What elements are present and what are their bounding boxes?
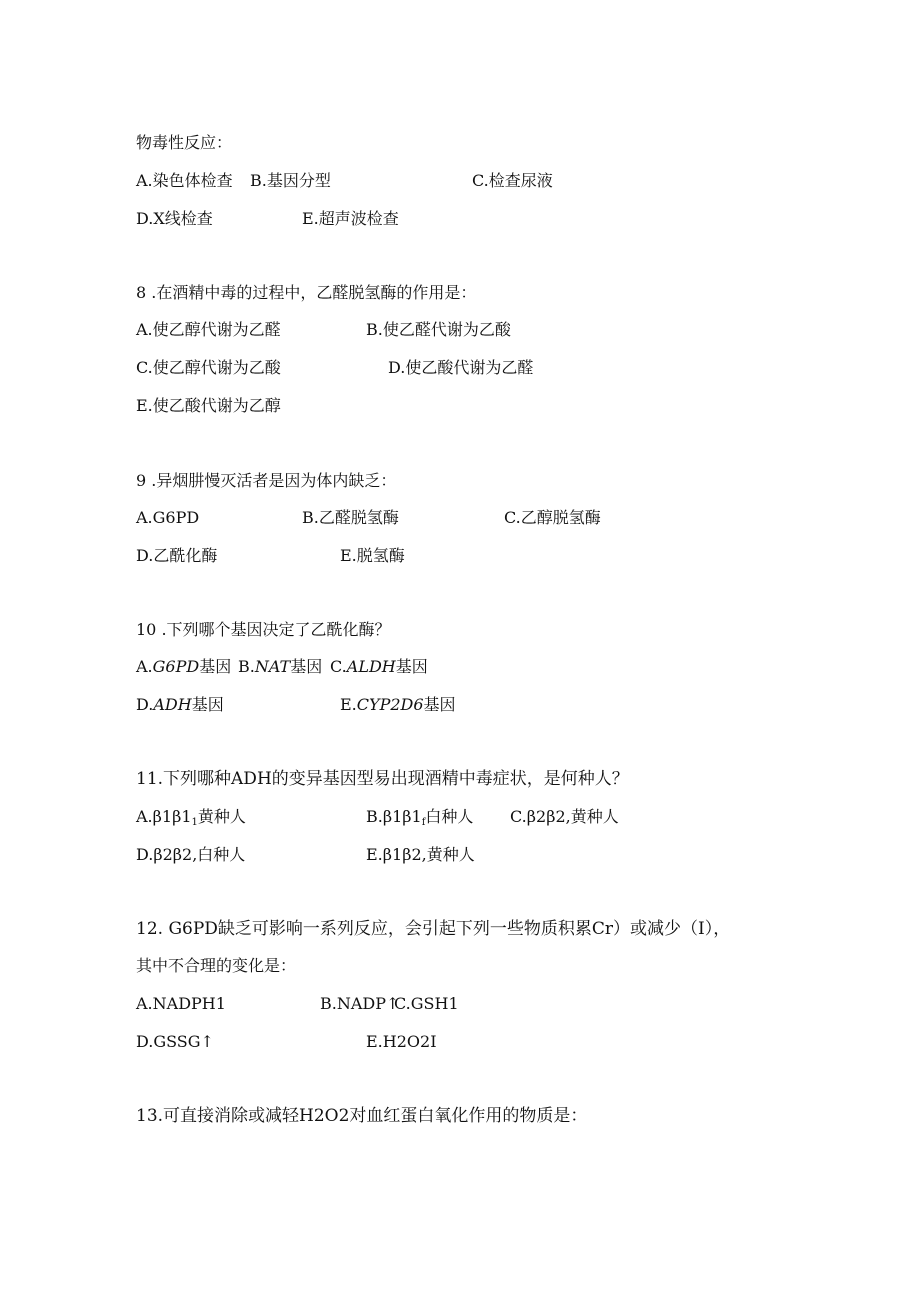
- q8-option-d: D.使乙酸代谢为乙醛: [388, 358, 534, 377]
- q8-option-a: A.使乙醇代谢为乙醛: [136, 320, 281, 339]
- q11-option-c: C.β2β2,黄种人: [510, 807, 619, 826]
- q10-c-suffix: 基因: [395, 657, 428, 676]
- q10-b-suffix: 基因: [290, 657, 323, 676]
- q10-option-b: [238, 656, 322, 678]
- q7-option-e: E.超声波检查: [302, 209, 399, 228]
- q8-option-b: B.使乙醛代谢为乙酸: [366, 320, 511, 339]
- q8-option-c: C.使乙醇代谢为乙酸: [136, 358, 281, 377]
- q7-option-d: D.X线检查: [136, 209, 213, 228]
- q10-c-gene: ALDH: [346, 657, 396, 676]
- q11-b-subscript: f: [421, 817, 426, 828]
- q12-option-e: E.H2O2I: [366, 1032, 437, 1051]
- q9-option-e: E.脱氢酶: [340, 546, 405, 565]
- q9-stem: 9 .异烟肼慢灭活者是因为体内缺乏：: [136, 471, 397, 490]
- q9-option-c: C.乙醇脱氢酶: [504, 508, 601, 527]
- q10-option-a: [136, 656, 231, 678]
- q11-option-e: E.β1β2,黄种人: [366, 845, 475, 864]
- q10-a-gene: G6PD: [152, 657, 200, 676]
- q10-e-suffix: 基因: [423, 695, 456, 714]
- q11-option-d: D.β2β2,白种人: [136, 845, 246, 864]
- q10-d-prefix: D.: [136, 695, 154, 714]
- q11-option-b: [366, 806, 473, 828]
- q10-stem: 10 .下列哪个基因决定了乙酰化酶？: [136, 620, 391, 639]
- q12-option-d: D.GSSG↑: [136, 1032, 214, 1051]
- q10-d-suffix: 基因: [191, 695, 224, 714]
- q7-option-a: A.染色体检查: [136, 171, 233, 190]
- q10-c-prefix: C.: [330, 657, 347, 676]
- q10-option-c: [330, 656, 428, 678]
- q12-option-b: B.NADP↑: [320, 994, 400, 1013]
- q11-stem: 11.下列哪种ADH的变异基因型易出现酒精中毒症状，是何种人？: [136, 769, 629, 789]
- q8-stem: 8 .在酒精中毒的过程中，乙醛脱氢酶的作用是：: [136, 283, 477, 302]
- q11-a-main: A.β1β1: [136, 807, 192, 826]
- q12-option-c: C.GSH1: [394, 994, 459, 1013]
- q13-stem: 13.可直接消除或减轻H2O2对血红蛋白氧化作用的物质是：: [136, 1106, 588, 1126]
- q7-stem-tail: 物毒性反应：: [136, 133, 233, 152]
- q9-option-a: A.G6PD: [136, 508, 200, 527]
- q10-a-suffix: 基因: [199, 657, 232, 676]
- q10-a-prefix: A.: [136, 657, 153, 676]
- q11-b-main: B.β1β1: [366, 807, 422, 826]
- q10-d-gene: ADH: [153, 695, 192, 714]
- q12-option-a: A.NADPH1: [136, 994, 226, 1013]
- q12-stem-line2: 其中不合理的变化是：: [136, 956, 297, 975]
- q9-option-b: B.乙醛脱氢酶: [302, 508, 399, 527]
- q7-option-b: B.基因分型: [250, 171, 331, 190]
- q12-stem-line1: 12. G6PD缺乏可影响一系列反应，会引起下列一些物质积累Cr）或减少（I），: [136, 919, 731, 939]
- q11-a-subscript: 1: [191, 817, 198, 828]
- q11-option-a: [136, 806, 246, 828]
- q10-option-e: [340, 694, 456, 716]
- q10-b-gene: NAT: [254, 657, 291, 676]
- q8-option-e: E.使乙酸代谢为乙醇: [136, 396, 281, 415]
- q11-a-tail: 黄种人: [197, 807, 246, 826]
- q10-e-gene: CYP2D6: [356, 695, 424, 714]
- q7-option-c: C.检查尿液: [472, 171, 553, 190]
- q11-b-tail: 白种人: [425, 807, 474, 826]
- q10-option-d: [136, 694, 224, 716]
- q10-b-prefix: B.: [238, 657, 255, 676]
- q10-e-prefix: E.: [340, 695, 357, 714]
- q9-option-d: D.乙酰化酶: [136, 546, 218, 565]
